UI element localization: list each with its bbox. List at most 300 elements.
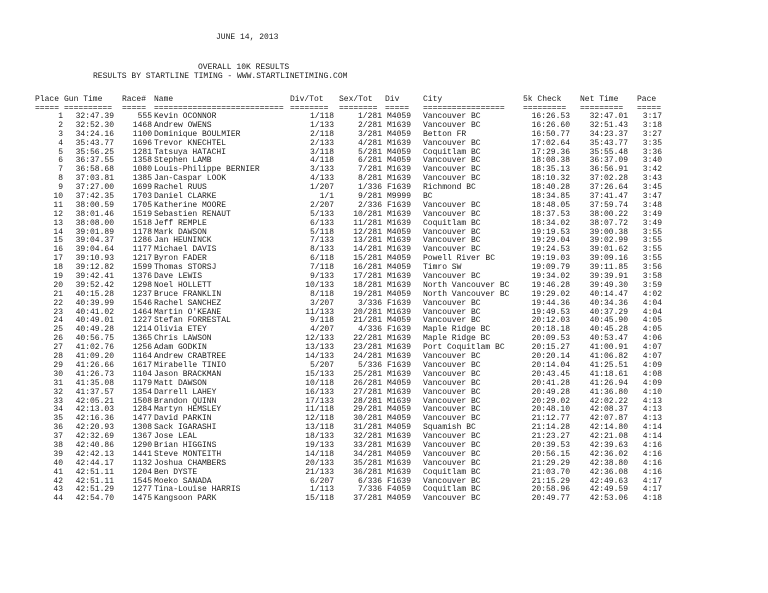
cell-place: 40: [53, 458, 63, 468]
cell-division: M1639: [387, 245, 412, 255]
cell-name: Chris LAWSON: [154, 334, 212, 344]
cell-city: Vancouver BC: [423, 298, 481, 308]
cell-name: Martin O'KEANE: [154, 307, 222, 317]
cell-pace: 4:07: [642, 343, 662, 353]
cell-place: 18: [53, 263, 63, 273]
cell-place: 10: [53, 192, 63, 202]
cell-division: M1639: [387, 458, 412, 468]
cell-gun-time: 37:27.00: [75, 183, 114, 193]
cell-city: Vancouver BC: [423, 138, 481, 148]
cell-division: M1639: [387, 307, 412, 317]
cell-pace: 4:16: [642, 440, 662, 450]
cell-sex-total: 30/281: [353, 414, 382, 424]
cell-race-number: 1177: [132, 245, 152, 255]
cell-city: Coquitlam BC: [423, 147, 481, 157]
cell-division: M4059: [387, 405, 412, 415]
cell-city: Vancouver BC: [423, 236, 481, 246]
cell-sex-total: 21/281: [353, 316, 382, 326]
cell-division: M1639: [387, 209, 412, 219]
cell-pace: 3:45: [642, 183, 662, 193]
cell-pace: 3:42: [642, 165, 662, 175]
cell-name: Andrew OWENS: [154, 120, 212, 130]
cell-division: F1639: [387, 325, 412, 335]
cell-pace: 3:18: [642, 120, 662, 130]
cell-place: 25: [53, 325, 63, 335]
cell-gun-time: 42:05.21: [75, 396, 114, 406]
cell-pace: 4:05: [642, 325, 662, 335]
cell-div-total: 7/118: [309, 263, 334, 273]
cell-place: 43: [53, 485, 63, 495]
cell-sex-total: 33/281: [353, 440, 382, 450]
cell-net-time: 38:07.72: [589, 218, 628, 228]
cell-net-time: 42:21.08: [589, 432, 628, 442]
cell-division: M1639: [387, 165, 412, 175]
cell-race-number: 1132: [132, 458, 152, 468]
cell-city: Betton FR: [423, 129, 467, 139]
cell-net-time: 39:02.99: [589, 236, 628, 246]
cell-sex-total: 18/281: [353, 280, 382, 290]
cell-pace: 4:16: [642, 449, 662, 459]
cell-div-total: 4/118: [309, 156, 334, 166]
cell-division: M1639: [387, 138, 412, 148]
cell-gun-time: 38:01.46: [75, 209, 114, 219]
cell-div-total: 14/133: [305, 352, 334, 362]
cell-city: North Vancouver BC: [423, 280, 510, 290]
cell-name: Noel HOLLETT: [154, 280, 212, 290]
cell-name: Bruce FRANKLIN: [154, 289, 222, 299]
cell-sex-total: 29/281: [353, 405, 382, 415]
cell-city: Vancouver BC: [423, 396, 481, 406]
header-division: Div: [385, 95, 400, 104]
cell-gun-time: 39:12.82: [75, 263, 114, 273]
cell-pace: 3:55: [642, 254, 662, 264]
cell-race-number: 1475: [132, 494, 152, 504]
cell-name: Stephen LAMB: [154, 156, 212, 166]
cell-name: Mark DAWSON: [154, 227, 207, 237]
cell-sex-total: 16/281: [353, 263, 382, 273]
cell-div-total: 1/133: [309, 120, 334, 130]
cell-division: F4059: [387, 485, 412, 495]
cell-division: M1639: [387, 218, 412, 228]
cell-race-number: 1358: [132, 156, 152, 166]
header-div-total: Div/Tot: [290, 95, 324, 104]
cell-pace: 3:59: [642, 280, 662, 290]
cell-net-time: 38:00.22: [589, 209, 628, 219]
cell-place: 19: [53, 272, 63, 282]
cell-net-time: 42:53.06: [589, 494, 628, 504]
cell-5k-check: 20:58.96: [531, 485, 570, 495]
cell-5k-check: 19:46.28: [531, 280, 570, 290]
cell-pace: 4:07: [642, 352, 662, 362]
rule-div-total: ========: [290, 104, 329, 113]
cell-pace: 4:04: [642, 298, 662, 308]
cell-div-total: 15/118: [305, 494, 334, 504]
cell-division: M1639: [387, 352, 412, 362]
rule-race-number: =====: [122, 104, 147, 113]
cell-sex-total: 25/281: [353, 369, 382, 379]
cell-place: 31: [53, 378, 63, 388]
cell-5k-check: 20:29.02: [531, 396, 570, 406]
cell-5k-check: 21:14.28: [531, 423, 570, 433]
report-date: JUNE 14, 2013: [216, 33, 279, 42]
cell-name: Tina-Louise HARRIS: [154, 485, 241, 495]
cell-pace: 4:02: [642, 289, 662, 299]
cell-race-number: 1354: [132, 387, 152, 397]
report-subtitle: RESULTS BY STARTLINE TIMING - WWW.STARTLINETIMING.COM: [93, 72, 348, 81]
cell-div-total: 17/133: [305, 396, 334, 406]
cell-net-time: 40:53.47: [589, 334, 628, 344]
cell-city: Vancouver BC: [423, 449, 481, 459]
cell-gun-time: 35:43.77: [75, 138, 114, 148]
cell-pace: 4:18: [642, 494, 662, 504]
cell-sex-total: 13/281: [353, 236, 382, 246]
cell-pace: 4:13: [642, 396, 662, 406]
cell-sex-total: 19/281: [353, 289, 382, 299]
cell-gun-time: 40:15.28: [75, 289, 114, 299]
cell-net-time: 42:07.87: [589, 414, 628, 424]
cell-race-number: 555: [137, 112, 152, 121]
cell-race-number: 1705: [132, 200, 152, 210]
cell-div-total: 6/133: [309, 218, 334, 228]
cell-city: North Vancouver BC: [423, 289, 510, 299]
cell-division: M1639: [387, 120, 412, 130]
cell-net-time: 41:06.82: [589, 352, 628, 362]
cell-name: Katherine MOORE: [154, 200, 227, 210]
cell-race-number: 1178: [132, 227, 152, 237]
cell-city: Vancouver BC: [423, 352, 481, 362]
cell-div-total: 1/1: [319, 192, 334, 202]
cell-place: 14: [53, 227, 63, 237]
cell-place: 4: [58, 138, 63, 148]
rule-division: =====: [385, 104, 410, 113]
cell-place: 17: [53, 254, 63, 264]
cell-division: M1639: [387, 440, 412, 450]
cell-gun-time: 42:54.70: [75, 494, 114, 504]
cell-div-total: 10/118: [305, 378, 334, 388]
cell-race-number: 1237: [132, 289, 152, 299]
cell-pace: 4:10: [642, 387, 662, 397]
cell-5k-check: 18:34.85: [531, 192, 570, 202]
cell-city: Coquitlam BC: [423, 467, 481, 477]
cell-name: Darrell LAHEY: [154, 387, 217, 397]
cell-div-total: 5/133: [309, 209, 334, 219]
rule-gun-time: ==========: [64, 104, 113, 113]
cell-city: Vancouver BC: [423, 307, 481, 317]
cell-5k-check: 20:49.28: [531, 387, 570, 397]
cell-city: Vancouver BC: [423, 272, 481, 282]
cell-division: M4059: [387, 414, 412, 424]
cell-5k-check: 19:29.04: [531, 236, 570, 246]
cell-5k-check: 18:35.13: [531, 165, 570, 175]
cell-division: M4059: [387, 449, 412, 459]
cell-div-total: 5/118: [309, 227, 334, 237]
cell-pace: 3:49: [642, 209, 662, 219]
cell-net-time: 40:37.29: [589, 307, 628, 317]
cell-division: F1639: [387, 298, 412, 308]
cell-place: 37: [53, 432, 63, 442]
cell-net-time: 32:47.01: [589, 112, 628, 121]
cell-city: Coquitlam BC: [423, 218, 481, 228]
cell-division: M1639: [387, 280, 412, 290]
cell-pace: 4:13: [642, 405, 662, 415]
cell-net-time: 42:36.02: [589, 449, 628, 459]
cell-sex-total: 27/281: [353, 387, 382, 397]
cell-division: M1639: [387, 236, 412, 246]
cell-sex-total: 9/281: [357, 192, 382, 202]
cell-division: M4059: [387, 147, 412, 157]
cell-div-total: 3/118: [309, 147, 334, 157]
cell-city: Vancouver BC: [423, 360, 481, 370]
cell-div-total: 14/118: [305, 449, 334, 459]
cell-city: Vancouver BC: [423, 378, 481, 388]
cell-gun-time: 39:01.89: [75, 227, 114, 237]
cell-5k-check: 21:03.70: [531, 467, 570, 477]
cell-city: Vancouver BC: [423, 227, 481, 237]
cell-race-number: 1518: [132, 218, 152, 228]
cell-5k-check: 18:08.38: [531, 156, 570, 166]
header-gun-time: Gun Time: [64, 95, 103, 104]
cell-pace: 3:49: [642, 218, 662, 228]
cell-pace: 3:43: [642, 174, 662, 184]
cell-city: Vancouver BC: [423, 494, 481, 504]
cell-net-time: 37:02.28: [589, 174, 628, 184]
cell-div-total: 12/118: [305, 414, 334, 424]
header-race-number: Race#: [122, 95, 147, 104]
cell-name: Jose LEAL: [154, 432, 198, 442]
cell-name: Joshua CHAMBERS: [154, 458, 227, 468]
cell-name: Rachel RUUS: [154, 183, 207, 193]
cell-net-time: 39:39.91: [589, 272, 628, 282]
cell-div-total: 4/207: [309, 325, 334, 335]
cell-5k-check: 20:43.45: [531, 369, 570, 379]
cell-race-number: 1519: [132, 209, 152, 219]
cell-net-time: 37:59.74: [589, 200, 628, 210]
cell-div-total: 18/133: [305, 432, 334, 442]
cell-division: F1639: [387, 476, 412, 486]
cell-name: Steve MONTEITH: [154, 449, 222, 459]
cell-place: 26: [53, 334, 63, 344]
cell-race-number: 1464: [132, 307, 152, 317]
cell-gun-time: 36:37.55: [75, 156, 114, 166]
cell-5k-check: 18:37.53: [531, 209, 570, 219]
rule-net-time: =========: [580, 104, 624, 113]
cell-sex-total: 7/336: [357, 485, 382, 495]
cell-5k-check: 19:29.02: [531, 289, 570, 299]
cell-div-total: 4/133: [309, 174, 334, 184]
cell-net-time: 37:41.47: [589, 192, 628, 202]
cell-city: Vancouver BC: [423, 316, 481, 326]
cell-pace: 3:40: [642, 156, 662, 166]
cell-5k-check: 17:29.36: [531, 147, 570, 157]
cell-division: M4059: [387, 254, 412, 264]
cell-race-number: 1477: [132, 414, 152, 424]
cell-pace: 3:35: [642, 138, 662, 148]
cell-city: BC: [423, 192, 433, 202]
cell-city: Vancouver BC: [423, 387, 481, 397]
cell-race-number: 1546: [132, 298, 152, 308]
cell-place: 30: [53, 369, 63, 379]
cell-race-number: 1286: [132, 236, 152, 246]
cell-place: 32: [53, 387, 63, 397]
header-city: City: [423, 95, 443, 104]
cell-div-total: 16/133: [305, 387, 334, 397]
cell-division: M1639: [387, 432, 412, 442]
cell-pace: 4:09: [642, 360, 662, 370]
cell-div-total: 8/118: [309, 289, 334, 299]
cell-city: Maple Ridge BC: [423, 325, 491, 335]
cell-name: Jeff REMPLE: [154, 218, 207, 228]
cell-race-number: 1204: [132, 467, 152, 477]
cell-5k-check: 20:56.15: [531, 449, 570, 459]
cell-sex-total: 11/281: [353, 218, 382, 228]
cell-gun-time: 37:42.35: [75, 192, 114, 202]
cell-sex-total: 5/281: [357, 147, 382, 157]
cell-5k-check: 21:15.29: [531, 476, 570, 486]
rule-city: =================: [423, 104, 505, 113]
cell-pace: 3:55: [642, 245, 662, 255]
cell-division: M1639: [387, 467, 412, 477]
cell-city: Vancouver BC: [423, 112, 481, 121]
cell-sex-total: 7/281: [357, 165, 382, 175]
cell-city: Vancouver BC: [423, 432, 481, 442]
cell-sex-total: 4/336: [357, 325, 382, 335]
cell-city: Vancouver BC: [423, 245, 481, 255]
cell-place: 15: [53, 236, 63, 246]
cell-gun-time: 42:40.86: [75, 440, 114, 450]
cell-div-total: 9/133: [309, 272, 334, 282]
cell-5k-check: 17:02.64: [531, 138, 570, 148]
cell-div-total: 10/133: [305, 280, 334, 290]
cell-gun-time: 39:04.37: [75, 236, 114, 246]
cell-5k-check: 19:24.53: [531, 245, 570, 255]
cell-place: 8: [58, 174, 63, 184]
cell-gun-time: 40:39.99: [75, 298, 114, 308]
cell-net-time: 39:11.85: [589, 263, 628, 273]
cell-gun-time: 38:00.59: [75, 200, 114, 210]
cell-gun-time: 40:56.75: [75, 334, 114, 344]
cell-race-number: 1100: [132, 129, 152, 139]
cell-5k-check: 18:40.28: [531, 183, 570, 193]
cell-name: Dave LEWIS: [154, 272, 203, 282]
cell-net-time: 42:49.59: [589, 485, 628, 495]
cell-sex-total: 4/281: [357, 138, 382, 148]
cell-division: M4059: [387, 378, 412, 388]
cell-net-time: 41:36.80: [589, 387, 628, 397]
cell-pace: 4:14: [642, 423, 662, 433]
header-name: Name: [154, 95, 174, 104]
cell-sex-total: 36/281: [353, 467, 382, 477]
cell-div-total: 7/133: [309, 236, 334, 246]
cell-name: Brian HIGGINS: [154, 440, 217, 450]
cell-net-time: 40:34.36: [589, 298, 628, 308]
cell-sex-total: 35/281: [353, 458, 382, 468]
cell-5k-check: 18:48.05: [531, 200, 570, 210]
cell-pace: 4:17: [642, 476, 662, 486]
cell-gun-time: 39:10.93: [75, 254, 114, 264]
cell-city: Vancouver BC: [423, 200, 481, 210]
cell-sex-total: 10/281: [353, 209, 382, 219]
cell-race-number: 1703: [132, 192, 152, 202]
table-row: [0, 495, 768, 504]
cell-gun-time: 34:24.16: [75, 129, 114, 139]
cell-net-time: 41:26.94: [589, 378, 628, 388]
cell-city: Vancouver BC: [423, 120, 481, 130]
cell-gun-time: 42:20.93: [75, 423, 114, 433]
cell-race-number: 1214: [132, 325, 152, 335]
cell-place: 6: [58, 156, 63, 166]
cell-name: Moeko SANADA: [154, 476, 212, 486]
cell-race-number: 1308: [132, 423, 152, 433]
cell-name: Andrew CRABTREE: [154, 352, 227, 362]
cell-division: M1639: [387, 396, 412, 406]
cell-sex-total: 23/281: [353, 343, 382, 353]
cell-name: David PARKIN: [154, 414, 212, 424]
cell-division: F1639: [387, 183, 412, 193]
cell-5k-check: 19:44.36: [531, 298, 570, 308]
cell-place: 29: [53, 360, 63, 370]
cell-name: Martyn HEMSLEY: [154, 405, 222, 415]
cell-city: Vancouver BC: [423, 414, 481, 424]
cell-div-total: 2/207: [309, 200, 334, 210]
cell-sex-total: 2/336: [357, 200, 382, 210]
cell-5k-check: 20:09.53: [531, 334, 570, 344]
header-sex-total: Sex/Tot: [339, 95, 373, 104]
cell-city: Vancouver BC: [423, 440, 481, 450]
cell-sex-total: 3/281: [357, 129, 382, 139]
cell-city: Maple Ridge BC: [423, 334, 491, 344]
cell-name: Kangsoon PARK: [154, 494, 217, 504]
cell-div-total: 13/133: [305, 343, 334, 353]
cell-gun-time: 42:32.69: [75, 432, 114, 442]
cell-sex-total: 34/281: [353, 449, 382, 459]
cell-5k-check: 16:26.53: [531, 112, 570, 121]
cell-place: 36: [53, 423, 63, 433]
cell-gun-time: 39:52.42: [75, 280, 114, 290]
cell-5k-check: 20:48.10: [531, 405, 570, 415]
cell-place: 9: [58, 183, 63, 193]
cell-div-total: 9/118: [309, 316, 334, 326]
rule-place: =====: [35, 104, 60, 113]
cell-place: 7: [58, 165, 63, 175]
cell-division: M4059: [387, 316, 412, 326]
cell-5k-check: 19:09.79: [531, 263, 570, 273]
cell-5k-check: 18:10.32: [531, 174, 570, 184]
cell-5k-check: 18:34.02: [531, 218, 570, 228]
cell-net-time: 39:49.30: [589, 280, 628, 290]
cell-name: Jason BRACKMAN: [154, 369, 222, 379]
cell-name: Jan-Caspar LOOK: [154, 174, 227, 184]
cell-division: F1639: [387, 200, 412, 210]
header-pace: Pace: [637, 95, 657, 104]
cell-5k-check: 16:50.77: [531, 129, 570, 139]
cell-5k-check: 19:34.02: [531, 272, 570, 282]
cell-gun-time: 42:44.17: [75, 458, 114, 468]
cell-gun-time: 42:16.36: [75, 414, 114, 424]
cell-pace: 3:48: [642, 200, 662, 210]
cell-city: Powell River BC: [423, 254, 496, 264]
cell-gun-time: 35:56.25: [75, 147, 114, 157]
cell-div-total: 6/207: [309, 476, 334, 486]
cell-gun-time: 41:35.08: [75, 378, 114, 388]
cell-race-number: 1696: [132, 138, 152, 148]
cell-gun-time: 32:52.30: [75, 120, 114, 130]
cell-div-total: 11/133: [305, 307, 334, 317]
cell-pace: 3:36: [642, 147, 662, 157]
cell-city: Richmond BC: [423, 183, 476, 193]
cell-race-number: 1376: [132, 272, 152, 282]
cell-pace: 3:58: [642, 272, 662, 282]
cell-race-number: 1599: [132, 263, 152, 273]
